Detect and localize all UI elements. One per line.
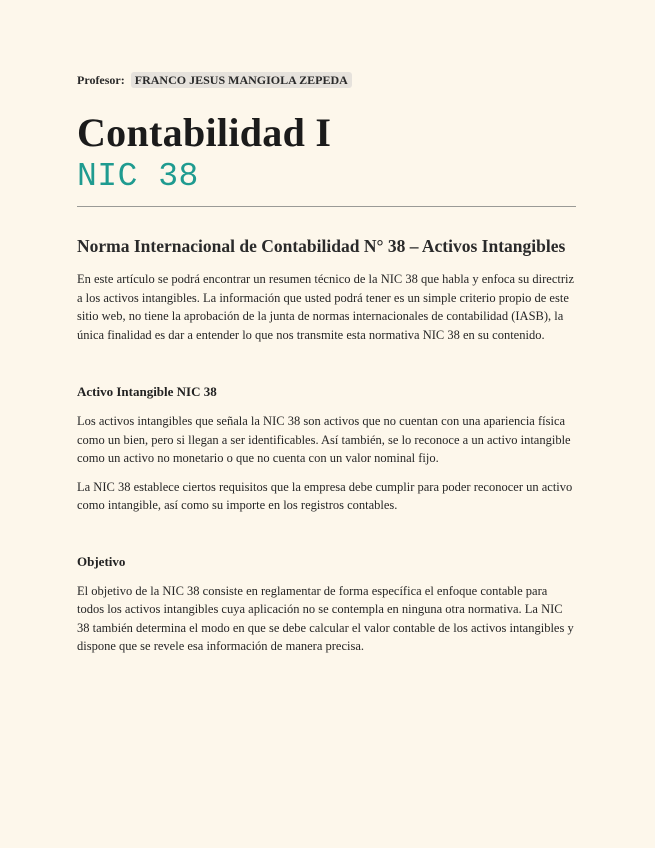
page-title: Contabilidad I	[77, 110, 332, 155]
page-subtitle: NIC 38	[77, 158, 199, 195]
professor-line	[77, 72, 577, 88]
activo-heading: Activo Intangible NIC 38	[77, 384, 217, 399]
activo-paragraph-2: La NIC 38 establece ciertos requisitos que la empresa debe cumplir para poder reconocer un activo como intangible, así como su importe en los registros contables.	[77, 479, 573, 512]
title-divider	[77, 206, 576, 207]
intro-paragraph: En este artículo se podrá encontrar un resumen técnico de la NIC 38 que habla y enfoca su directriz a los activos intangibles. La información que usted podrá tener es un simple criterio propio de este sitio web, no tiene la aprobación de la junta de normas internacionales de contabilidad (IASB), la única finalidad es dar a entender lo que nos transmite esta normativa NIC 38 en su contenido.	[77, 272, 575, 342]
document-content	[77, 72, 577, 656]
professor-label: Profesor:	[77, 73, 125, 87]
objetivo-paragraph: El objetivo de la NIC 38 consiste en reglamentar de forma específica el enfoque contable para todos los activos intangibles cuya aplicación no se contempla en ninguna otra normativa. La NIC 38 también determina el modo en que se debe calcular el valor contable de los activos intangibles y dispone que se revele esa información de manera precisa.	[77, 583, 574, 653]
activo-paragraph-1: Los activos intangibles que señala la NIC 38 son activos que no cuentan con una apariencia física como un bien, pero si llegan a ser identificables. Así también, se lo reconoce a un activo intangible como un activo no monetario o que no cuenta con un valor nominal fijo.	[77, 414, 571, 465]
objetivo-heading: Objetivo	[77, 553, 126, 569]
section-heading: Norma Internacional de Contabilidad N° 38 – Activos Intangibles	[77, 236, 566, 256]
professor-name: FRANCO JESUS MANGIOLA ZEPEDA	[131, 72, 352, 88]
